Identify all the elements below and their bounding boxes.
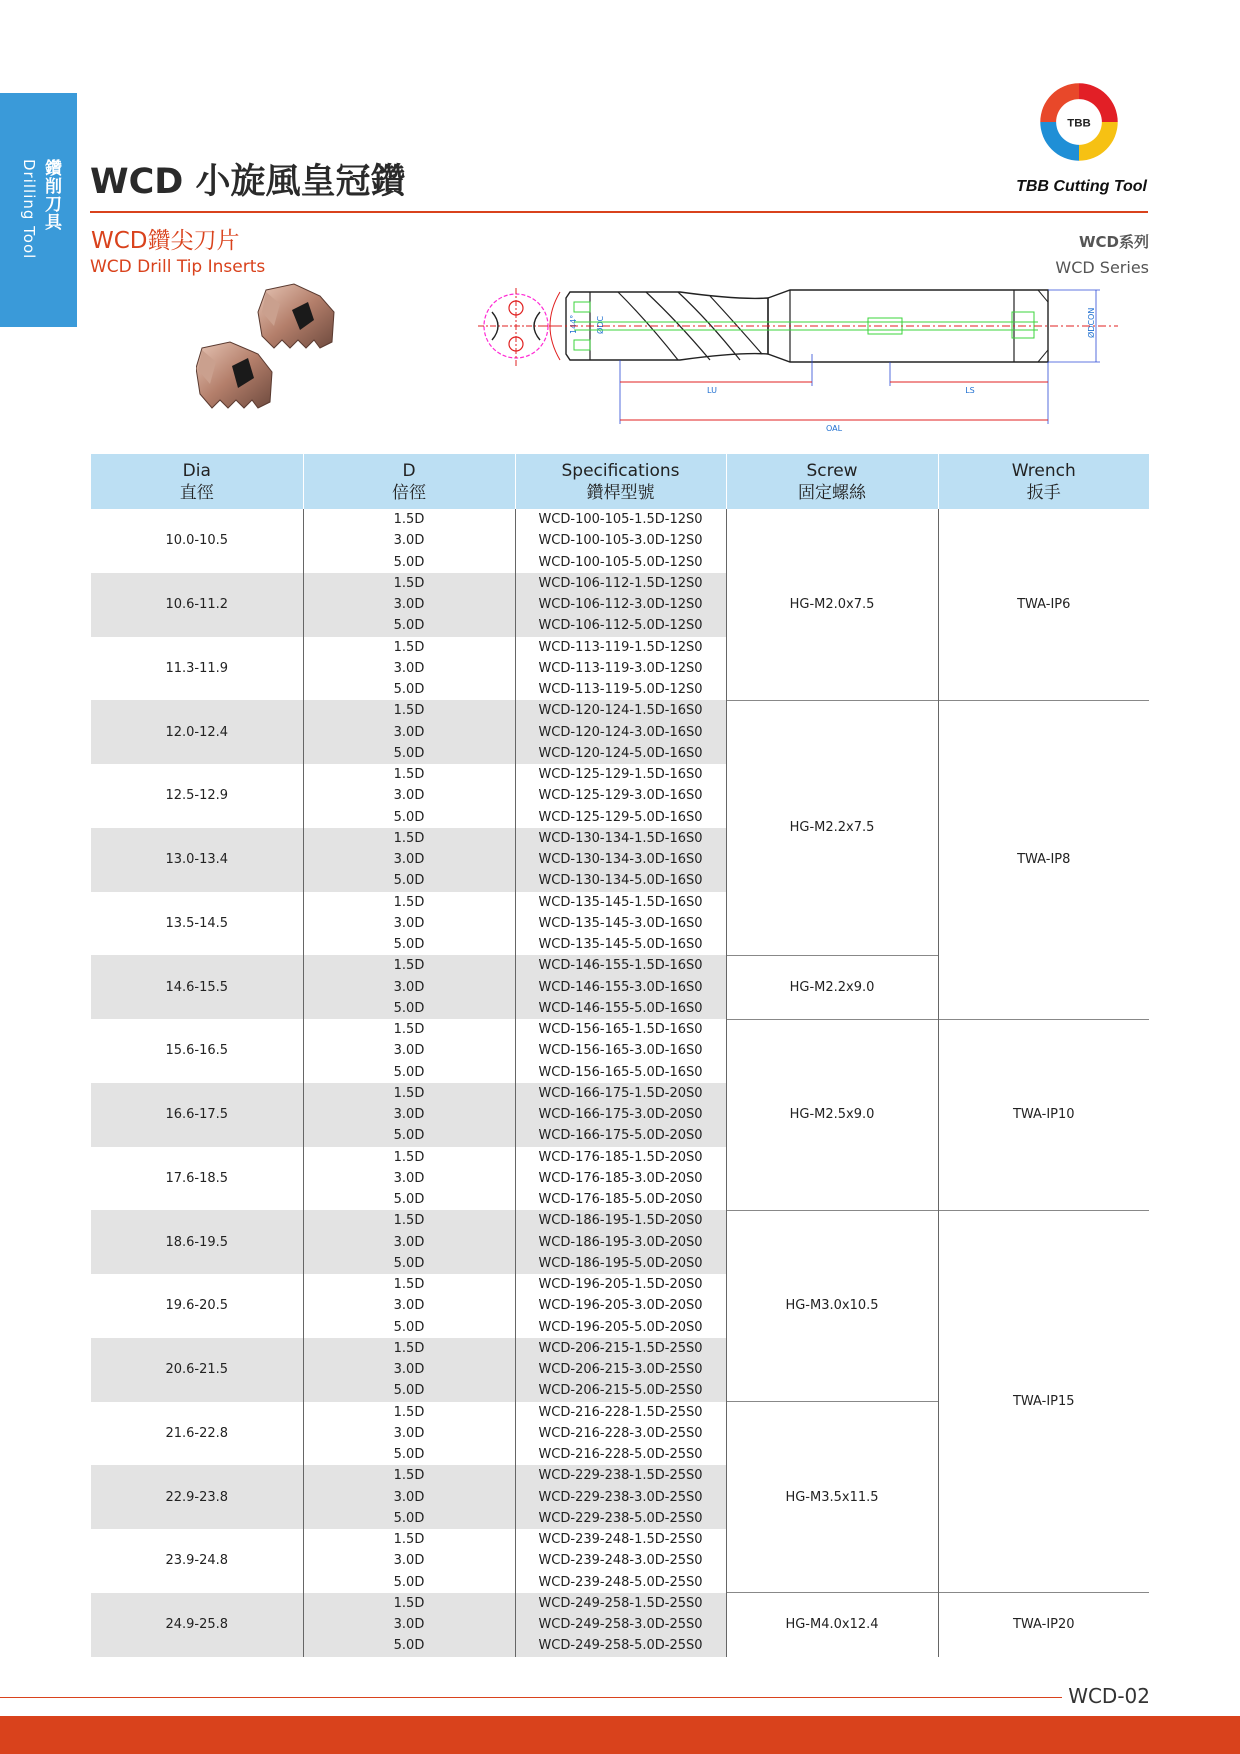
spec-cell: WCD-106-112-3.0D-12S0: [515, 594, 726, 615]
dia-cell: 17.6-18.5: [165, 1170, 229, 1186]
footer-bar: [0, 1716, 1240, 1754]
d-cell: 3.0D: [303, 1295, 515, 1316]
d-cell: 5.0D: [303, 1062, 515, 1083]
d-cell: 5.0D: [303, 1253, 515, 1274]
drill-technical-drawing: [478, 282, 1118, 434]
d-cell: 1.5D: [303, 1338, 515, 1359]
spec-cell: WCD-196-205-1.5D-20S0: [515, 1274, 726, 1295]
screw-cell: HG-M2.5x9.0: [726, 1019, 938, 1210]
spec-cell: WCD-206-215-5.0D-25S0: [515, 1380, 726, 1401]
dia-cell: 13.5-14.5: [165, 915, 229, 931]
d-cell: 3.0D: [303, 1550, 515, 1571]
d-cell: 3.0D: [303, 658, 515, 679]
table-row: [91, 1210, 1149, 1231]
spec-cell: WCD-229-238-3.0D-25S0: [515, 1487, 726, 1508]
wrench-cell: TWA-IP10: [938, 1019, 1149, 1210]
dia-cell: 11.3-11.9: [165, 660, 229, 676]
d-cell: 5.0D: [303, 1635, 515, 1656]
d-cell: 1.5D: [303, 700, 515, 721]
dia-cell: 23.9-24.8: [165, 1553, 229, 1569]
d-cell: 5.0D: [303, 934, 515, 955]
d-cell: 1.5D: [303, 764, 515, 785]
spec-cell: WCD-100-105-5.0D-12S0: [515, 552, 726, 573]
side-tab: [0, 93, 77, 327]
d-cell: 3.0D: [303, 722, 515, 743]
d-cell: 5.0D: [303, 1189, 515, 1210]
header-specifications: Specifications 鑽桿型號: [515, 454, 726, 509]
spec-cell: WCD-146-155-5.0D-16S0: [515, 998, 726, 1019]
dia-cell: 15.6-16.5: [165, 1043, 229, 1059]
spec-cell: WCD-113-119-1.5D-12S0: [515, 637, 726, 658]
spec-cell: WCD-216-228-3.0D-25S0: [515, 1423, 726, 1444]
oal-label: OAL: [825, 424, 843, 433]
spec-table: [91, 454, 1149, 1657]
table-row: [91, 1593, 1149, 1614]
dia-cell: 20.6-21.5: [91, 1338, 303, 1402]
d-cell: 1.5D: [303, 892, 515, 913]
d-cell: 1.5D: [303, 573, 515, 594]
logo-text: TBB Cutting Tool: [1016, 178, 1147, 195]
d-cell: 1.5D: [303, 1147, 515, 1168]
d-cell: 5.0D: [303, 807, 515, 828]
spec-cell: WCD-229-238-1.5D-25S0: [515, 1465, 726, 1486]
d-cell: 1.5D: [303, 1019, 515, 1040]
screw-cell: HG-M2.0x7.5: [726, 509, 938, 700]
d-cell: 3.0D: [303, 1359, 515, 1380]
d-cell: 1.5D: [303, 1083, 515, 1104]
d-cell: 3.0D: [303, 913, 515, 934]
header-wrench: Wrench 扳手: [938, 454, 1149, 509]
logo-badge: TBB: [1067, 117, 1091, 130]
d-cell: 5.0D: [303, 1444, 515, 1465]
series-en: WCD Series: [1055, 258, 1149, 277]
spec-cell: WCD-196-205-3.0D-20S0: [515, 1295, 726, 1316]
spec-cell: WCD-130-134-3.0D-16S0: [515, 849, 726, 870]
spec-cell: WCD-156-165-5.0D-16S0: [515, 1062, 726, 1083]
spec-cell: WCD-186-195-1.5D-20S0: [515, 1210, 726, 1231]
screw-cell: HG-M4.0x12.4: [726, 1593, 938, 1657]
table-row: [91, 509, 1149, 530]
spec-cell: WCD-100-105-3.0D-12S0: [515, 530, 726, 551]
subtitle-cn: WCD鑽尖刀片: [91, 228, 240, 254]
d-cell: 1.5D: [303, 955, 515, 976]
angle-label: 144°: [569, 314, 578, 334]
spec-cell: WCD-239-248-5.0D-25S0: [515, 1572, 726, 1593]
spec-cell: WCD-206-215-1.5D-25S0: [515, 1338, 726, 1359]
spec-cell: WCD-176-185-3.0D-20S0: [515, 1168, 726, 1189]
wrench-cell: TWA-IP15: [938, 1210, 1149, 1593]
spec-cell: WCD-135-145-3.0D-16S0: [515, 913, 726, 934]
screw-cell: HG-M2.2x7.5: [726, 700, 938, 955]
spec-cell: WCD-216-228-1.5D-25S0: [515, 1402, 726, 1423]
d-cell: 3.0D: [303, 849, 515, 870]
spec-cell: WCD-196-205-5.0D-20S0: [515, 1317, 726, 1338]
d-cell: 1.5D: [303, 1274, 515, 1295]
spec-cell: WCD-120-124-3.0D-16S0: [515, 722, 726, 743]
d-cell: 5.0D: [303, 870, 515, 891]
spec-cell: WCD-100-105-1.5D-12S0: [515, 509, 726, 530]
d-cell: 5.0D: [303, 1380, 515, 1401]
dia-cell: 12.0-12.4: [91, 700, 303, 764]
dia-cell: 21.6-22.8: [165, 1425, 229, 1441]
spec-cell: WCD-130-134-5.0D-16S0: [515, 870, 726, 891]
page-title: WCD 小旋風皇冠鑽: [90, 162, 406, 202]
footer-rule: [0, 1697, 1062, 1698]
spec-cell: WCD-176-185-5.0D-20S0: [515, 1189, 726, 1210]
spec-cell: WCD-249-258-1.5D-25S0: [515, 1593, 726, 1614]
dia-cell: 16.6-17.5: [91, 1083, 303, 1147]
spec-cell: WCD-166-175-5.0D-20S0: [515, 1125, 726, 1146]
spec-cell: WCD-120-124-5.0D-16S0: [515, 743, 726, 764]
screw-cell: HG-M2.2x9.0: [726, 955, 938, 1019]
dia-cell: 10.0-10.5: [165, 533, 229, 549]
dia-cell: 14.6-15.5: [91, 955, 303, 1019]
spec-cell: WCD-176-185-1.5D-20S0: [515, 1147, 726, 1168]
dia-cell: 18.6-19.5: [91, 1210, 303, 1274]
d-cell: 3.0D: [303, 594, 515, 615]
d-cell: 1.5D: [303, 1210, 515, 1231]
spec-cell: WCD-113-119-3.0D-12S0: [515, 658, 726, 679]
spec-cell: WCD-249-258-3.0D-25S0: [515, 1614, 726, 1635]
dc-label: ØDC: [596, 315, 605, 334]
d-cell: 1.5D: [303, 828, 515, 849]
wrench-cell: TWA-IP6: [938, 509, 1149, 700]
spec-cell: WCD-146-155-1.5D-16S0: [515, 955, 726, 976]
spec-cell: WCD-186-195-5.0D-20S0: [515, 1253, 726, 1274]
header-dia: Dia 直徑: [91, 454, 303, 509]
d-cell: 1.5D: [303, 1402, 515, 1423]
d-cell: 5.0D: [303, 1572, 515, 1593]
spec-cell: WCD-130-134-1.5D-16S0: [515, 828, 726, 849]
spec-cell: WCD-125-129-3.0D-16S0: [515, 785, 726, 806]
spec-cell: WCD-106-112-1.5D-12S0: [515, 573, 726, 594]
d-cell: 3.0D: [303, 1168, 515, 1189]
side-tab-en: Drilling Tool: [20, 159, 38, 260]
spec-cell: WCD-125-129-5.0D-16S0: [515, 807, 726, 828]
ls-label: LS: [965, 386, 975, 395]
d-cell: 1.5D: [303, 1465, 515, 1486]
d-cell: 5.0D: [303, 1125, 515, 1146]
d-cell: 5.0D: [303, 1508, 515, 1529]
spec-cell: WCD-166-175-1.5D-20S0: [515, 1083, 726, 1104]
spec-cell: WCD-120-124-1.5D-16S0: [515, 700, 726, 721]
spec-cell: WCD-186-195-3.0D-20S0: [515, 1232, 726, 1253]
d-cell: 3.0D: [303, 1104, 515, 1125]
table-row: [91, 1019, 1149, 1040]
d-cell: 5.0D: [303, 743, 515, 764]
dia-cell: 13.0-13.4: [91, 828, 303, 892]
d-cell: 5.0D: [303, 998, 515, 1019]
spec-cell: WCD-135-145-1.5D-16S0: [515, 892, 726, 913]
wrench-cell: TWA-IP8: [938, 700, 1149, 1019]
spec-cell: WCD-156-165-3.0D-16S0: [515, 1040, 726, 1061]
series-cn: WCD系列: [1078, 233, 1149, 251]
d-cell: 5.0D: [303, 1317, 515, 1338]
spec-cell: WCD-166-175-3.0D-20S0: [515, 1104, 726, 1125]
spec-cell: WCD-216-228-5.0D-25S0: [515, 1444, 726, 1465]
spec-cell: WCD-239-248-3.0D-25S0: [515, 1550, 726, 1571]
dia-cell: 12.5-12.9: [165, 788, 229, 804]
d-cell: 3.0D: [303, 1040, 515, 1061]
spec-cell: WCD-239-248-1.5D-25S0: [515, 1529, 726, 1550]
d-cell: 1.5D: [303, 509, 515, 530]
d-cell: 5.0D: [303, 679, 515, 700]
d-cell: 1.5D: [303, 1593, 515, 1614]
side-tab-cn: 鑽削刀具: [41, 159, 61, 231]
header-screw: Screw 固定螺絲: [726, 454, 938, 509]
spec-cell: WCD-106-112-5.0D-12S0: [515, 615, 726, 636]
title-rule: [90, 211, 1148, 213]
dia-cell: 22.9-23.8: [91, 1465, 303, 1529]
d-cell: 3.0D: [303, 1232, 515, 1253]
spec-cell: WCD-156-165-1.5D-16S0: [515, 1019, 726, 1040]
spec-cell: WCD-135-145-5.0D-16S0: [515, 934, 726, 955]
table-header-row: [91, 454, 1149, 509]
tbb-logo: [1035, 78, 1123, 166]
d-cell: 5.0D: [303, 615, 515, 636]
spec-cell: WCD-113-119-5.0D-12S0: [515, 679, 726, 700]
dia-cell: 19.6-20.5: [165, 1298, 229, 1314]
lu-label: LU: [707, 386, 717, 395]
table-row: [91, 700, 1149, 721]
drill-tip-inserts-image: [196, 282, 344, 428]
dia-cell: 10.6-11.2: [91, 573, 303, 637]
page-number: WCD-02: [1068, 1684, 1150, 1708]
spec-cell: WCD-146-155-3.0D-16S0: [515, 977, 726, 998]
dcon-label: ØDCON: [1087, 307, 1096, 338]
d-cell: 1.5D: [303, 637, 515, 658]
spec-cell: WCD-206-215-3.0D-25S0: [515, 1359, 726, 1380]
d-cell: 5.0D: [303, 552, 515, 573]
spec-cell: WCD-125-129-1.5D-16S0: [515, 764, 726, 785]
dia-cell: 24.9-25.8: [91, 1593, 303, 1657]
screw-cell: HG-M3.5x11.5: [726, 1402, 938, 1593]
spec-cell: WCD-249-258-5.0D-25S0: [515, 1635, 726, 1656]
subtitle-en: WCD Drill Tip Inserts: [90, 257, 266, 277]
screw-cell: HG-M3.0x10.5: [726, 1210, 938, 1401]
d-cell: 1.5D: [303, 1529, 515, 1550]
d-cell: 3.0D: [303, 1614, 515, 1635]
spec-cell: WCD-229-238-5.0D-25S0: [515, 1508, 726, 1529]
d-cell: 3.0D: [303, 1423, 515, 1444]
wrench-cell: TWA-IP20: [938, 1593, 1149, 1657]
d-cell: 3.0D: [303, 785, 515, 806]
d-cell: 3.0D: [303, 530, 515, 551]
header-d: D 倍徑: [303, 454, 515, 509]
d-cell: 3.0D: [303, 977, 515, 998]
d-cell: 3.0D: [303, 1487, 515, 1508]
